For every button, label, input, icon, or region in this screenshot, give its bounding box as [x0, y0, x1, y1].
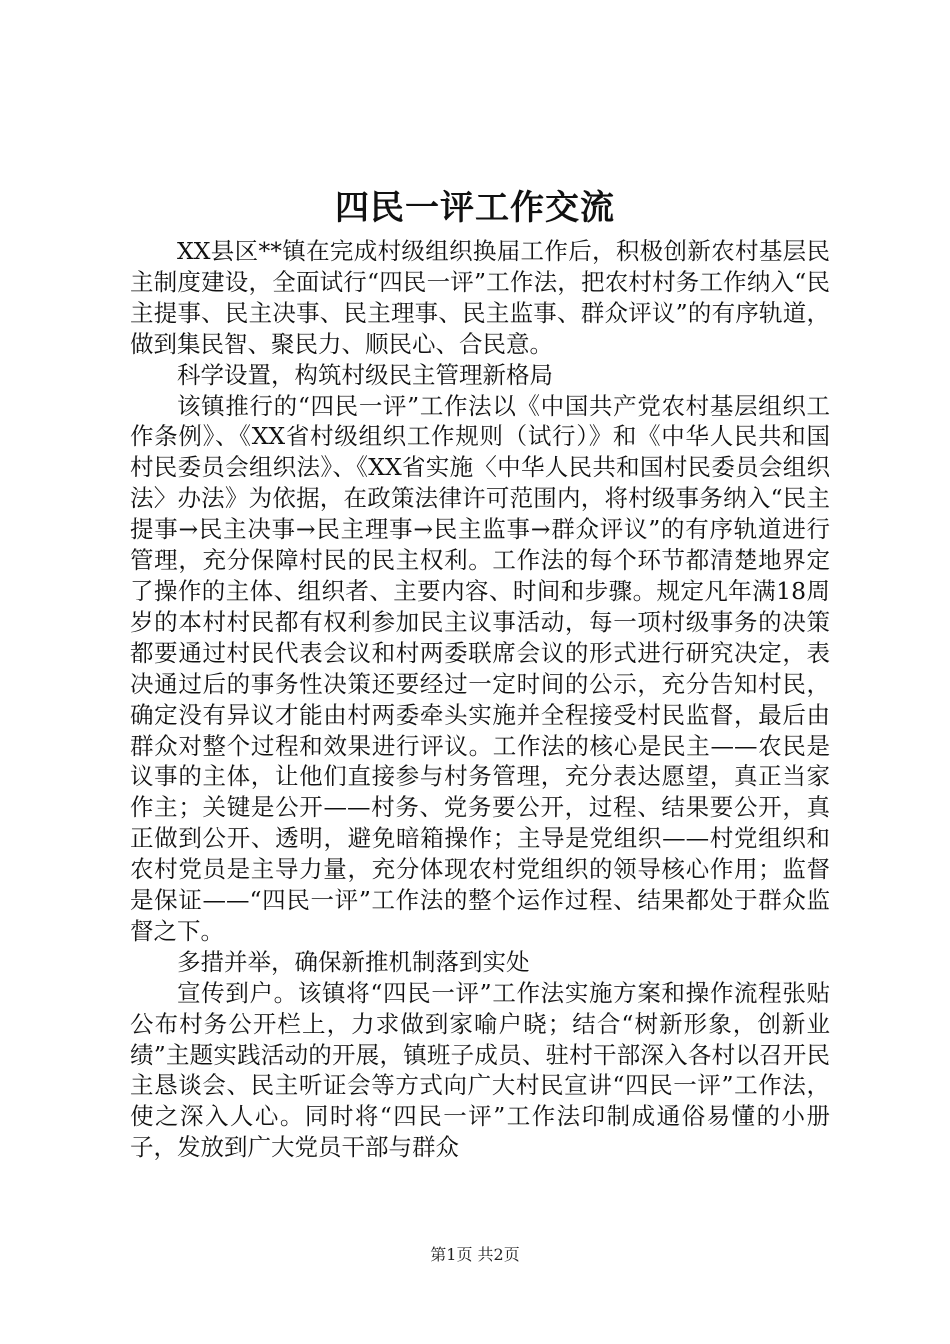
- paragraph-section-1: 该镇推行的“四民一评”工作法以《中国共产党农村基层组织工作条例》、《XX省村级组织工作规则（试行）》和《中华人民共和国村民委员会组织法》、《XX省实施〈中华人民共和国村民委员会组织法〉办法》为依据，在政策法律许可范围内，将村级事务纳入“民主提事→民主决事→民主理事→民主监事→群众评议”的有序轨道进行管理，充分保障村民的民主权利。工作法的每个环节都清楚地界定了操作的主体、组织者、主要内容、时间和步骤。规定凡年满18周岁的本村村民都有权利参加民主议事活动，每一项村级事务的决策都要通过村民代表会议和村两委联席会议的形式进行研究决定，表决通过后的事务性决策还要经过一定时间的公示，充分告知村民，确定没有异议才能由村两委牵头实施并全程接受村民监督，最后由群众对整个过程和效果进行评议。工作法的核心是民主——农民是议事的主体，让他们直接参与村务管理，充分表达愿望，真正当家作主；关键是公开——村务、党务要公开，过程、结果要公开，真正做到公开、透明，避免暗箱操作；主导是党组织——村党组织和农村党员是主导力量，充分体现农村党组织的领导核心作用；监督是保证——“四民一评”工作法的整个运作过程、结果都处于群众监督之下。: [130, 391, 830, 945]
- section-heading-1: 科学设置，构筑村级民主管理新格局: [177, 360, 553, 389]
- page-footer: 第1页 共2页: [430, 1245, 520, 1264]
- paragraph-intro: XX县区**镇在完成村级组织换届工作后，积极创新农村基层民主制度建设，全面试行“四民一评”工作法，把农村村务工作纳入“民主提事、民主决事、民主理事、民主监事、群众评议”的有序轨道，做到集民智、聚民力、顺民心、合民意。: [130, 237, 830, 358]
- document-body: [130, 236, 830, 1163]
- document-title: 四民一评工作交流: [335, 188, 615, 228]
- section-heading-2: 多措并举，确保新推机制落到实处: [177, 947, 530, 976]
- paragraph-section-2: 宣传到户。该镇将“四民一评”工作法实施方案和操作流程张贴公布村务公开栏上，力求做到家喻户晓；结合“树新形象，创新业绩”主题实践活动的开展，镇班子成员、驻村干部深入各村以召开民主恳谈会、民主听证会等方式向广大村民宣讲“四民一评”工作法，使之深入人心。同时将“四民一评”工作法印制成通俗易懂的小册子，发放到广大党员干部与群众: [130, 978, 830, 1162]
